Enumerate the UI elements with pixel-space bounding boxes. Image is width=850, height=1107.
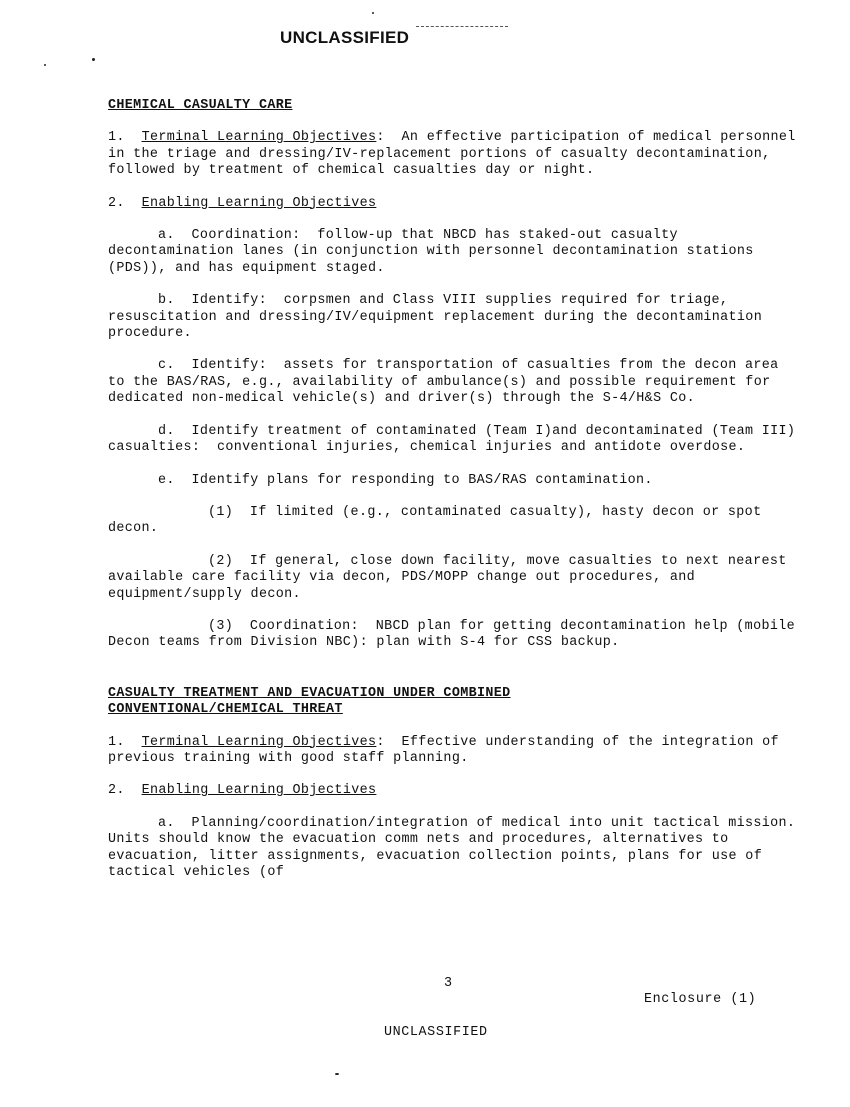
item-number: 2. xyxy=(108,195,125,211)
terminal-objectives-label: Terminal Learning Objectives xyxy=(141,130,377,146)
objective-a: a. Coordination: follow-up that NBCD has staked-out casualty decontamination lanes (in conjunction with personnel decontamination stations (PDS)), and has equipment staged. xyxy=(108,228,763,276)
objective-b: b. Identify: corpsmen and Class VIII supplies required for triage, resuscitation and dressing/IV/equipment replacement during the decontamination procedure. xyxy=(108,293,771,342)
terminal-objective-1 xyxy=(108,130,805,179)
objective-d: d. Identify treatment of contaminated (Team I)and decontaminated (Team III) casualties: conventional injuries, chemical injuries and antidote overdose. xyxy=(108,423,804,456)
terminal-objectives-text: : Effective understanding of the integration of previous training with good staff planning. xyxy=(108,734,788,766)
scan-speck xyxy=(44,64,46,66)
enabling-objectives-label: Enabling Learning Objectives xyxy=(141,783,377,799)
section-title-casualty-treatment-line2: CONVENTIONAL/CHEMICAL THREAT xyxy=(108,702,343,718)
terminal-objectives-label: Terminal Learning Objectives xyxy=(141,734,377,750)
item-number: 2. xyxy=(108,783,125,799)
objective-2a: a. Planning/coordination/integration of medical into unit tactical mission. Units should know the evacuation comm nets and procedures, alternatives to evacuation, litter assignments, evacuation collection points, plans for use of tactical vehicles (of xyxy=(108,815,813,880)
objective-c: c. Identify: assets for transportation of casualties from the decon area to the BAS/RAS, e.g., availability of ambulance(s) and possible requirement for dedicated non-medical vehicle(s) and driver(s) through the S-4/H&S Co. xyxy=(108,358,787,407)
objective-e-1: (1) If limited (e.g., contaminated casualty), hasty decon or spot decon. xyxy=(108,504,770,537)
objective-e: e. Identify plans for responding to BAS/RAS contamination. xyxy=(158,472,653,488)
bottom-classification-marking: UNCLASSIFIED xyxy=(384,1025,488,1040)
enclosure-label: Enclosure (1) xyxy=(644,992,757,1007)
page-number: 3 xyxy=(444,976,453,991)
item-number: 1. xyxy=(108,734,125,750)
objective-e-3: (3) Coordination: NBCD plan for getting decontamination help (mobile Decon teams from Division NBC): plan with S-4 for CSS backup. xyxy=(108,618,804,651)
enabling-objectives-label: Enabling Learning Objectives xyxy=(141,195,377,211)
item-number: 1. xyxy=(108,130,125,146)
scan-speck xyxy=(92,58,95,61)
enabling-objectives-heading-2 xyxy=(108,783,798,799)
terminal-objective-2 xyxy=(108,735,798,768)
top-classification-marking: UNCLASSIFIED xyxy=(280,28,410,47)
scan-speck xyxy=(372,12,374,14)
document-body xyxy=(108,98,813,881)
enabling-objectives-heading-1 xyxy=(108,196,798,212)
section-title-chemical-casualty-care: CHEMICAL CASUALTY CARE xyxy=(108,98,293,113)
scan-speck xyxy=(335,1073,339,1075)
objective-e-2: (2) If general, close down facility, move casualties to next nearest available care facility via decon, PDS/MOPP change out procedures, and equipment/supply decon. xyxy=(108,553,796,602)
scan-artifact-dashes xyxy=(416,26,508,29)
terminal-objectives-text: : An effective participation of medical personnel in the triage and dressing/IV-replacement portions of casualty decontamination, followed by treatment of chemical casualties day or night. xyxy=(108,130,805,179)
section-title-casualty-treatment-line1: CASUALTY TREATMENT AND EVACUATION UNDER COMBINED xyxy=(108,685,511,701)
